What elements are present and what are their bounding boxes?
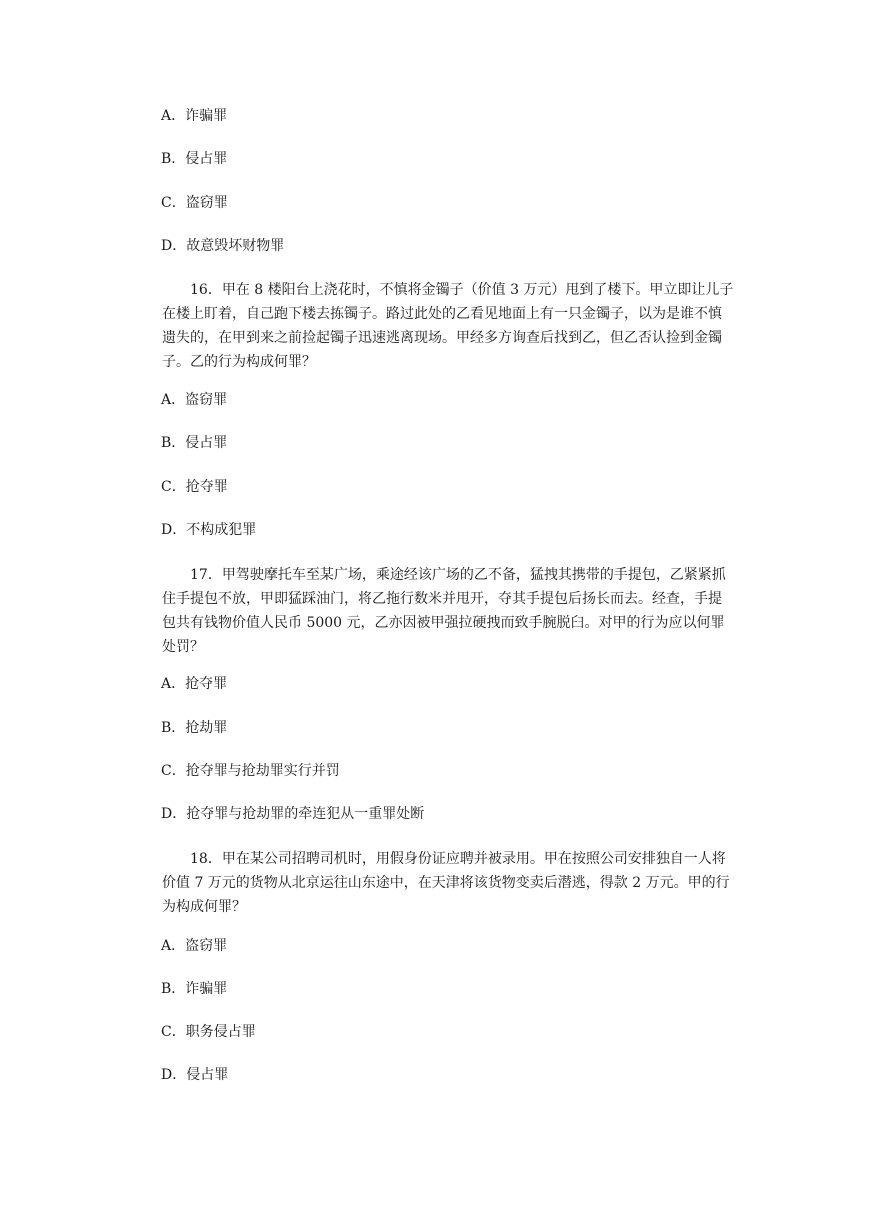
option-a: A．抢夺罪 (161, 676, 228, 692)
option-d: D．侵占罪 (161, 1067, 229, 1083)
option-a: A．盗窃罪 (161, 938, 228, 954)
option-b: B．侵占罪 (161, 435, 228, 451)
stem-line: 在楼上盯着，自己跑下楼去拣镯子。路过此处的乙看见地面上有一只金镯子，以为是谁不慎 (162, 306, 722, 322)
option-d: D．抢夺罪与抢劫罪的牵连犯从一重罪处断 (161, 806, 425, 822)
question-16-stem (162, 278, 734, 374)
stem-line: 住手提包不放，甲即猛踩油门，将乙拖行数米并甩开，夺其手提包后扬长而去。经查，手提 (162, 591, 722, 607)
stem-line: 包共有钱物价值人民币 5000 元，乙亦因被甲强拉硬拽而致手腕脱臼。对甲的行为应以何罪 (162, 615, 725, 631)
stem-line: 处罚？ (162, 639, 204, 655)
stem-line: 18．甲在某公司招聘司机时，用假身份证应聘并被录用。甲在按照公司安排独自一人将 (190, 851, 726, 867)
option-d: D．不构成犯罪 (161, 522, 257, 538)
stem-line: 子。乙的行为构成何罪？ (162, 354, 316, 370)
option-b: B．侵占罪 (161, 151, 228, 167)
stem-line: 价值 7 万元的货物从北京运往山东途中，在天津将该货物变卖后潜逃，得款 2 万元。甲的行 (162, 875, 730, 891)
option-c: C．盗窃罪 (161, 195, 228, 211)
option-b: B．诈骗罪 (161, 981, 228, 997)
option-d: D．故意毁坏财物罪 (161, 238, 285, 254)
option-a: A．诈骗罪 (161, 108, 228, 124)
question-17-stem (162, 563, 726, 659)
option-c: C．抢夺罪与抢劫罪实行并罚 (161, 763, 340, 779)
question-18-stem (162, 847, 730, 919)
stem-line: 17．甲驾驶摩托车至某广场，乘途经该广场的乙不备，猛拽其携带的手提包，乙紧紧抓 (190, 567, 726, 583)
stem-line: 遗失的，在甲到来之前捡起镯子迅速逃离现场。甲经多方询查后找到乙，但乙否认捡到金镯 (162, 330, 722, 346)
stem-line: 为构成何罪？ (162, 899, 246, 915)
option-c: C．职务侵占罪 (161, 1024, 256, 1040)
option-b: B．抢劫罪 (161, 720, 228, 736)
stem-line: 16．甲在 8 楼阳台上浇花时，不慎将金镯子（价值 3 万元）甩到了楼下。甲立即让儿子 (190, 282, 734, 298)
option-a: A．盗窃罪 (161, 392, 228, 408)
option-c: C．抢夺罪 (161, 479, 228, 495)
